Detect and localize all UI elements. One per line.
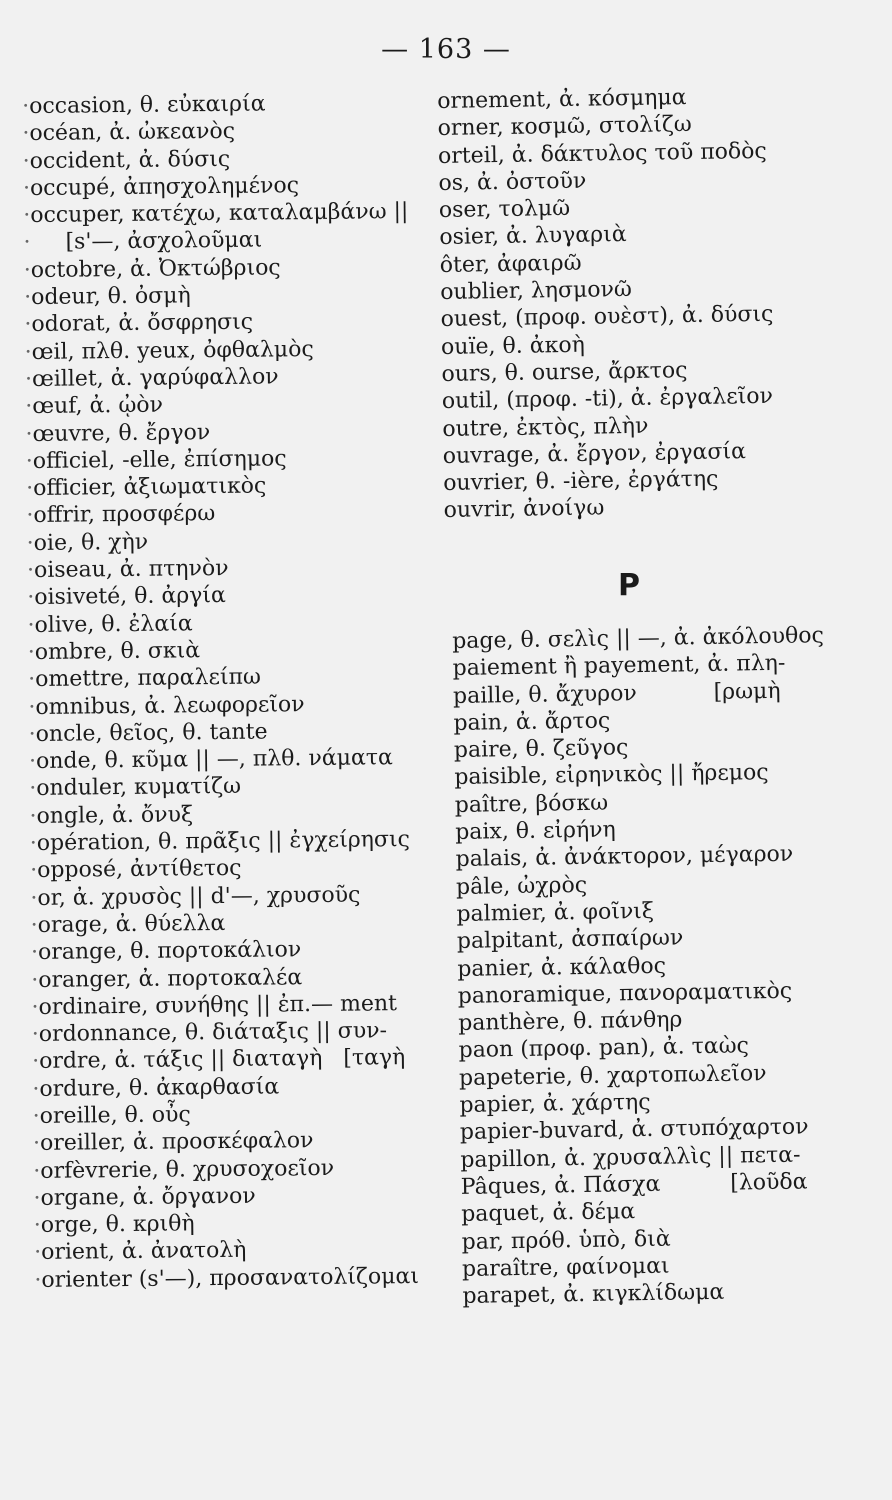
dictionary-entry: · oreiller, ἀ. προσκέφαλον: [39, 1126, 449, 1158]
dictionary-entry: · œillet, ἀ. γαρύφαλλον: [31, 362, 441, 394]
dictionary-entry: ouest, (προφ. ουὲστ), ἀ. δύσις: [440, 302, 774, 333]
dictionary-entry: page, θ. σελὶς || —, ἀ. ἀκόλουθος: [452, 623, 825, 654]
dictionary-entry: · onduler, κυματίζω: [35, 771, 445, 803]
dictionary-entry: · orient, ἀ. ἀνατολὴ: [40, 1235, 450, 1267]
dictionary-entry: papier-buvard, ἀ. στυπόχαρτον: [459, 1114, 809, 1146]
dictionary-entry: · officier, ἀξιωματικὸς: [32, 471, 442, 503]
dictionary-entry: · oreille, θ. οὖς: [39, 1099, 449, 1131]
dictionary-entry: ours, θ. ourse, ἄρκτος: [441, 358, 688, 387]
dictionary-entry: · offrir, προσφέρω: [32, 498, 442, 530]
dictionary-entry: · occupé, ἀπησχολημένος: [29, 171, 439, 203]
dictionary-entry: osier, ἀ. λυγαριὰ: [439, 222, 627, 251]
dictionary-entry: papillon, ἀ. χρυσαλλὶς || πετα-: [460, 1142, 801, 1173]
dictionary-entry: os, ἀ. ὀστοῦν: [438, 168, 587, 196]
dictionary-entry: · octobre, ἀ. Ὀκτώβριος: [30, 252, 440, 284]
dictionary-entry: paître, βόσκω: [454, 790, 609, 818]
dictionary-entry: · or, ἀ. χρυσὸς || d'—, χρυσοῦς: [36, 880, 446, 912]
dictionary-entry: par, πρόθ. ὑπὸ, διὰ: [461, 1226, 671, 1255]
dictionary-entry: ouvrier, θ. -ière, ἐργάτης: [443, 466, 719, 497]
dictionary-entry: paisible, εἰρηνικὸς || ἤρεμος: [454, 760, 769, 791]
dictionary-entry: oublier, λησμονῶ: [440, 277, 633, 306]
dictionary-entry: · œuf, ἀ. ᾠὸν: [31, 389, 441, 421]
dictionary-entry: ôter, ἀφαιρῶ: [439, 250, 582, 278]
dictionary-entry: · ombre, θ. σκιὰ: [34, 635, 444, 667]
dictionary-entry: panthère, θ. πάνθηρ: [458, 1007, 683, 1037]
dictionary-entry: · orge, θ. κριθὴ: [40, 1208, 450, 1240]
dictionary-entry: · officiel, -elle, ἐπίσημος: [32, 444, 442, 476]
dictionary-entry: · odeur, θ. ὀσμὴ: [30, 280, 440, 312]
dictionary-entry: · œil, πλθ. yeux, ὀφθαλμὸς: [31, 334, 441, 366]
dictionary-entry: · orfèvrerie, θ. χρυσοχοεῖον: [39, 1153, 449, 1185]
section-letter: P: [618, 568, 640, 603]
dictionary-entry: · oie, θ. χὴν: [33, 525, 443, 557]
dictionary-entry: orteil, ἀ. δάκτυλος τοῦ ποδὸς: [437, 138, 767, 169]
dictionary-entry: paiement ἢ payement, ἀ. πλη-: [452, 651, 786, 682]
dictionary-entry: palais, ἀ. ἀνάκτορον, μέγαρον: [455, 842, 794, 873]
dictionary-entry: palmier, ἀ. φοῖνιξ: [456, 898, 655, 927]
dictionary-entry: · occasion, θ. εὐκαιρία: [28, 89, 438, 121]
dictionary-entry: · opération, θ. πρᾶξις || ἐγχείρησις: [36, 826, 446, 858]
dictionary-entry: · occident, ἀ. δύσις: [29, 143, 439, 175]
page-number: — 163 —: [381, 34, 511, 65]
dictionary-entry: · omnibus, ἀ. λεωφορεῖον: [34, 689, 444, 721]
dictionary-entry: ouvrir, ἀνοίγω: [443, 495, 605, 524]
right-column-bottom: [452, 622, 873, 1311]
dictionary-entry: Pâques, ἀ. Πάσχα [λοῦδα: [460, 1169, 808, 1200]
dictionary-entry: · oisiveté, θ. ἀργία: [33, 580, 443, 612]
dictionary-entry: paire, θ. ζεῦγος: [453, 735, 629, 764]
dictionary-entry: · œuvre, θ. ἔργον: [31, 416, 441, 448]
dictionary-entry: · ordure, θ. ἀκαρθασία: [38, 1071, 448, 1103]
dictionary-entry: ouïe, θ. ἀκοὴ: [440, 332, 585, 360]
dictionary-entry: · ongle, ἀ. ὄνυξ: [35, 798, 445, 830]
dictionary-entry: · organe, ἀ. ὄργανον: [39, 1181, 449, 1213]
dictionary-entry: orner, κοσμῶ, στολίζω: [437, 112, 692, 142]
dictionary-entry: · oiseau, ἀ. πτηνὸν: [33, 553, 443, 585]
dictionary-entry: pâle, ὠχρὸς: [455, 872, 588, 900]
dictionary-entry: · orienter (s'—), προσανατολίζομαι: [40, 1262, 450, 1294]
left-column: [28, 89, 451, 1294]
dictionary-entry: panoramique, πανοραματικὸς: [457, 978, 793, 1009]
dictionary-entry: ornement, ἀ. κόσμημα: [437, 85, 687, 114]
dictionary-entry: paquet, ἀ. δέμα: [461, 1199, 636, 1228]
dictionary-entry: panier, ἀ. κάλαθος: [457, 953, 667, 982]
dictionary-entry: · odorat, ἀ. ὄσφρησις: [30, 307, 440, 339]
dictionary-entry: papier, ἀ. χάρτης: [459, 1089, 651, 1118]
right-column-top: [437, 81, 864, 524]
dictionary-entry: · oranger, ἀ. πορτοκαλέα: [37, 962, 447, 994]
dictionary-entry: pain, ἀ. ἄρτος: [453, 708, 611, 736]
dictionary-entry: outre, ἐκτὸς, πλὴν: [442, 413, 649, 442]
dictionary-entry: ouvrage, ἀ. ἔργον, ἐργασία: [442, 439, 747, 469]
dictionary-entry: paix, θ. εἰρήνη: [455, 817, 616, 846]
dictionary-entry: · omettre, παραλείπω: [34, 662, 444, 694]
dictionary-entry: · oncle, θεῖος, θ. tante: [35, 717, 445, 749]
dictionary-entry: papeterie, θ. χαρτοπωλεῖον: [458, 1060, 767, 1091]
dictionary-entry: · océan, ἀ. ὠκεανὸς: [28, 116, 438, 148]
dictionary-entry: · olive, θ. ἐλαία: [33, 607, 443, 639]
dictionary-entry: · ordinaire, συνήθης || ἐπ.— ment: [37, 989, 447, 1021]
dictionary-entry: · ordre, ἀ. τάξις || διαταγὴ [ταγὴ: [38, 1044, 448, 1076]
dictionary-entry: · occuper, κατέχω, καταλαμβάνω ||: [29, 198, 439, 230]
dictionary-entry: · onde, θ. κῦμα || —, πλθ. νάματα: [35, 744, 445, 776]
dictionary-entry: · opposé, ἀντίθετος: [36, 853, 446, 885]
dictionary-entry: paraître, φαίνομαι: [461, 1253, 670, 1282]
dictionary-entry: outil, (προφ. -ti), ἀ. ἐργαλεῖον: [441, 384, 774, 415]
dictionary-entry: · orage, ἀ. θύελλα: [37, 908, 447, 940]
dictionary-entry: palpitant, ἀσπαίρων: [456, 925, 684, 955]
dictionary-entry: paille, θ. ἄχυρον [ρωμὴ: [452, 678, 781, 709]
dictionary-entry: · orange, θ. πορτοκάλιον: [37, 935, 447, 967]
dictionary-entry: · [s'—, ἀσχολοῦμαι: [29, 225, 439, 257]
dictionary-entry: oser, τολμῶ: [438, 196, 571, 224]
dictionary-entry: · ordonnance, θ. διάταξις || συν-: [38, 1017, 448, 1049]
dictionary-entry: paon (προφ. pan), ἀ. ταὼς: [458, 1033, 750, 1064]
dictionary-entry: parapet, ἀ. κιγκλίδωμα: [462, 1279, 725, 1310]
